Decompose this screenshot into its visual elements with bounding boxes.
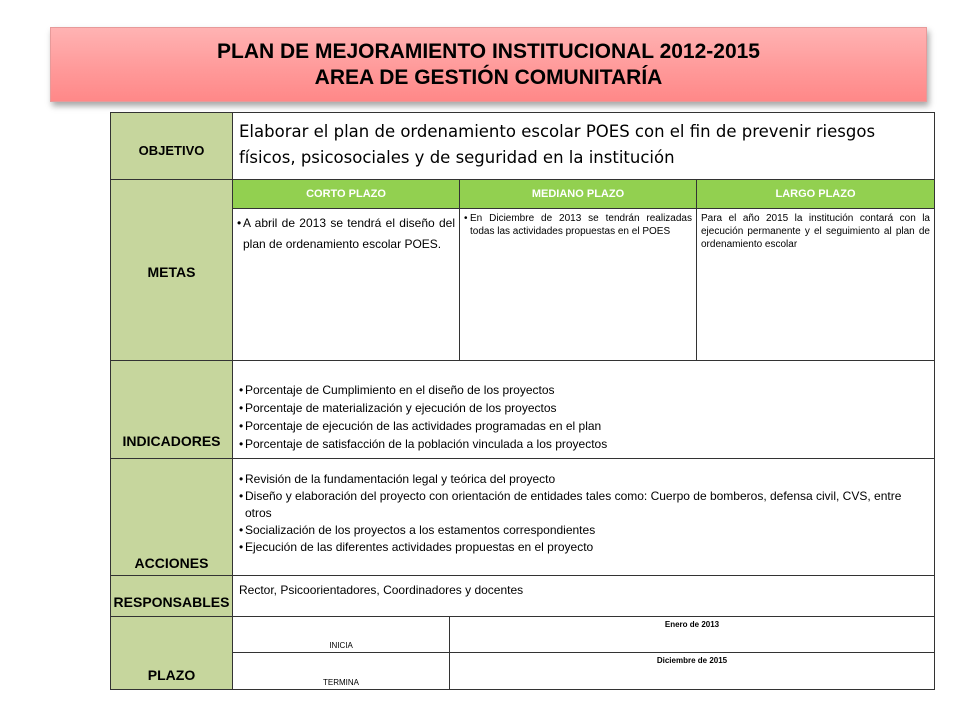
header-mediano-plazo xyxy=(459,179,697,209)
indicador-item: • Porcentaje de ejecución de las actividades programadas en el plan xyxy=(239,417,928,435)
header-largo-plazo-text: LARGO PLAZO xyxy=(775,188,856,200)
plazo-label: PLAZO xyxy=(147,667,196,683)
accion-item: • Revisión de la fundamentación legal y teórica del proyecto xyxy=(239,471,928,488)
header-largo-plazo xyxy=(696,179,935,209)
header-corto-plazo-text: CORTO PLAZO xyxy=(306,188,386,200)
plazo-termina-label: TERMINA xyxy=(323,678,359,687)
header-mediano-plazo-text: MEDIANO PLAZO xyxy=(531,188,625,200)
plazo-label-cell xyxy=(110,616,233,690)
acciones-label: ACCIONES xyxy=(134,555,209,571)
plazo-inicia-value: Enero de 2013 xyxy=(664,620,720,629)
responsables-text: Rector, Psicoorientadores, Coordinadores y docentes xyxy=(239,583,524,597)
responsables-cell xyxy=(232,575,935,617)
plazo-termina-label-cell xyxy=(232,652,450,690)
acciones-cell xyxy=(232,458,935,576)
objetivo-text-cell xyxy=(232,112,935,180)
title-line-1: PLAN DE MEJORAMIENTO INSTITUCIONAL 2012-2015 xyxy=(216,39,760,63)
meta-mediano-text: • En Diciembre de 2013 se tendrán realizadas todas las actividades propuestas en el POES xyxy=(464,212,692,238)
plazo-inicia-label: INICIA xyxy=(329,641,353,650)
indicador-item: • Porcentaje de satisfacción de la población vinculada a los proyectos xyxy=(239,435,928,453)
indicador-item: • Porcentaje de Cumplimiento en el diseño de los proyectos xyxy=(239,381,928,399)
metas-label-cell xyxy=(110,179,233,361)
indicadores-label-cell xyxy=(110,360,233,459)
objetivo-text: Elaborar el plan de ordenamiento escolar POES con el fin de prevenir riesgos físicos, psicosociales y de seguridad en la institución xyxy=(239,122,876,167)
meta-mediano-cell xyxy=(459,208,697,361)
title-line-2: AREA DE GESTIÓN COMUNITARÍA xyxy=(314,65,663,89)
acciones-label-cell xyxy=(110,458,233,576)
indicadores-cell xyxy=(232,360,935,459)
accion-item: • Socialización de los proyectos a los estamentos correspondientes xyxy=(239,522,928,539)
plazo-inicia-label-cell xyxy=(232,616,450,653)
indicador-item: • Porcentaje de materialización y ejecución de los proyectos xyxy=(239,399,928,417)
objetivo-label: OBJETIVO xyxy=(138,143,205,158)
plazo-termina-value-cell xyxy=(449,652,935,690)
objetivo-label-cell xyxy=(110,112,233,180)
meta-corto-text: • A abril de 2013 se tendrá el diseño del plan de ordenamiento escolar POES. xyxy=(237,213,455,255)
meta-largo-cell xyxy=(696,208,935,361)
title-banner xyxy=(50,27,927,102)
meta-largo-text: Para el año 2015 la institución contará con la ejecución permanente y el seguimiento al plan de ordenamiento escolar xyxy=(701,213,930,250)
responsables-label: RESPONSABLES xyxy=(113,594,230,610)
metas-label: METAS xyxy=(147,264,196,280)
meta-corto-cell xyxy=(232,208,460,361)
accion-item: • Ejecución de las diferentes actividades propuestas en el proyecto xyxy=(239,539,928,556)
header-corto-plazo xyxy=(232,179,460,209)
accion-item: • Diseño y elaboración del proyecto con orientación de entidades tales como: Cuerpo de bomberos, defensa civil, CVS, entre otros xyxy=(239,488,928,522)
plazo-inicia-value-cell xyxy=(449,616,935,653)
plazo-termina-value: Diciembre de 2015 xyxy=(656,656,728,665)
indicadores-label: INDICADORES xyxy=(122,433,221,449)
responsables-label-cell xyxy=(110,575,233,617)
